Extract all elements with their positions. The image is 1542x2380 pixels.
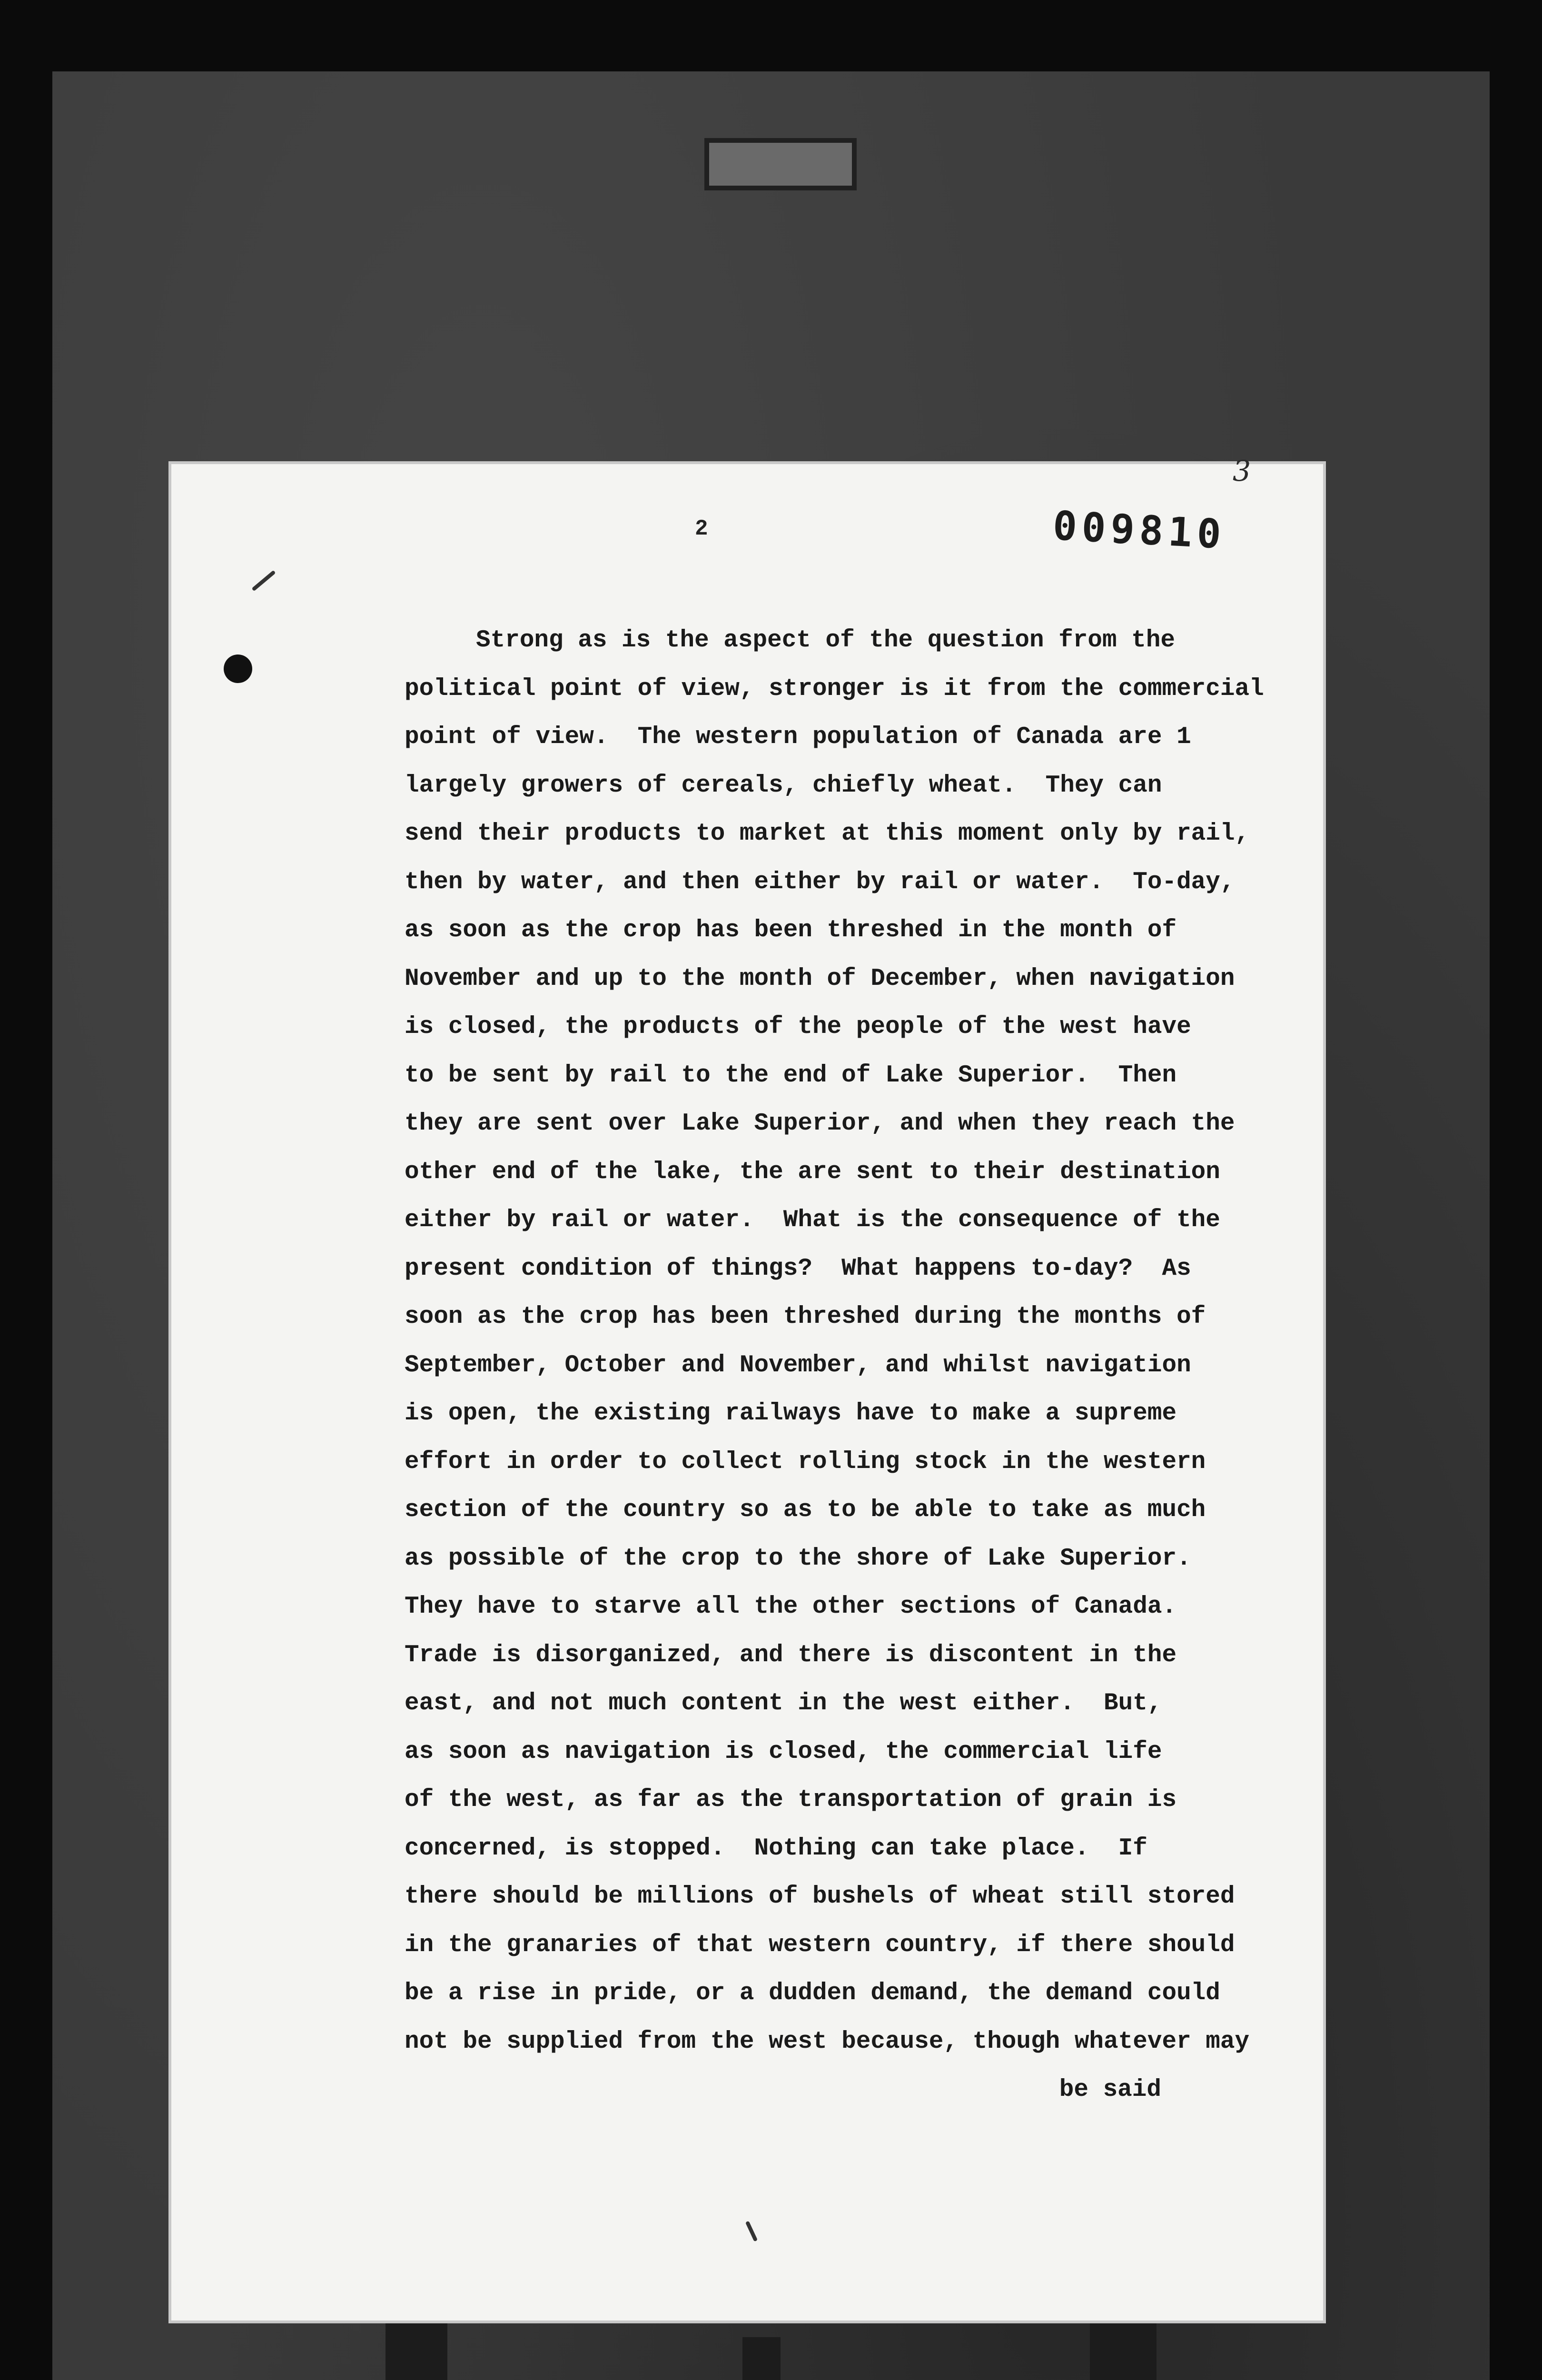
- text-line: be a rise in pride, or a dudden demand, the demand could: [405, 1980, 1220, 2007]
- text-line: November and up to the month of December, when navigation: [405, 965, 1235, 992]
- mount-clip: [704, 138, 857, 190]
- text-line: not be supplied from the west because, though whatever may: [405, 2028, 1250, 2055]
- text-line: present condition of things? What happens to-day? As: [405, 1255, 1191, 1282]
- text-line: of the west, as far as the transportation of grain is: [405, 1786, 1177, 1814]
- text-line: to be sent by rail to the end of Lake Superior. Then: [405, 1061, 1177, 1089]
- text-line: as soon as the crop has been threshed in the month of: [405, 917, 1177, 944]
- text-line: section of the country so as to be able to take as much: [405, 1497, 1206, 1524]
- text-line: as soon as navigation is closed, the commercial life: [405, 1738, 1162, 1765]
- text-line: then by water, and then either by rail or water. To-day,: [405, 868, 1235, 896]
- text-line: effort in order to collect rolling stock in the western: [405, 1448, 1206, 1476]
- punch-hole: [224, 654, 252, 683]
- text-line: largely growers of cereals, chiefly wheat. They can: [405, 772, 1162, 799]
- text-line: political point of view, stronger is it from the commercial: [405, 675, 1264, 703]
- text-line: other end of the lake, the are sent to their destination: [405, 1158, 1220, 1186]
- text-line: either by rail or water. What is the consequence of the: [405, 1207, 1220, 1234]
- text-line: soon as the crop has been threshed during the months of: [405, 1303, 1206, 1330]
- typed-page: [171, 455, 1323, 2320]
- text-line: They have to starve all the other sections of Canada.: [405, 1593, 1177, 1620]
- margin-tick-mark: [251, 570, 276, 592]
- page-number: 2: [695, 516, 708, 541]
- body-text: [405, 616, 1285, 2114]
- text-line: is closed, the products of the people of the west have: [405, 1013, 1191, 1041]
- board-mark: [742, 2337, 781, 2380]
- text-line: concerned, is stopped. Nothing can take place. If: [405, 1835, 1147, 1862]
- text-line: is open, the existing railways have to make a supreme: [405, 1400, 1177, 1427]
- corner-pencil-mark: 3: [1233, 455, 1251, 488]
- margin-tick-mark: [745, 2221, 758, 2241]
- text-line: September, October and November, and whilst navigation: [405, 1351, 1191, 1379]
- text-line: they are sent over Lake Superior, and when they reach the: [405, 1110, 1235, 1137]
- document-stamp-number: 009810: [1051, 502, 1227, 558]
- catchword: be said: [1059, 2076, 1161, 2103]
- text-line: point of view. The western population of Canada are 1: [405, 724, 1191, 751]
- board-mark: [1090, 2323, 1156, 2380]
- text-line: Trade is disorganized, and there is discontent in the: [405, 1641, 1177, 1669]
- text-line: Strong as is the aspect of the question from the: [476, 627, 1176, 654]
- text-line: send their products to market at this moment only by rail,: [405, 820, 1250, 847]
- text-line: there should be millions of bushels of wheat still stored: [405, 1883, 1235, 1910]
- text-line: in the granaries of that western country, if there should: [405, 1931, 1235, 1959]
- text-line: east, and not much content in the west either. But,: [405, 1690, 1162, 1717]
- text-line: as possible of the crop to the shore of Lake Superior.: [405, 1545, 1191, 1572]
